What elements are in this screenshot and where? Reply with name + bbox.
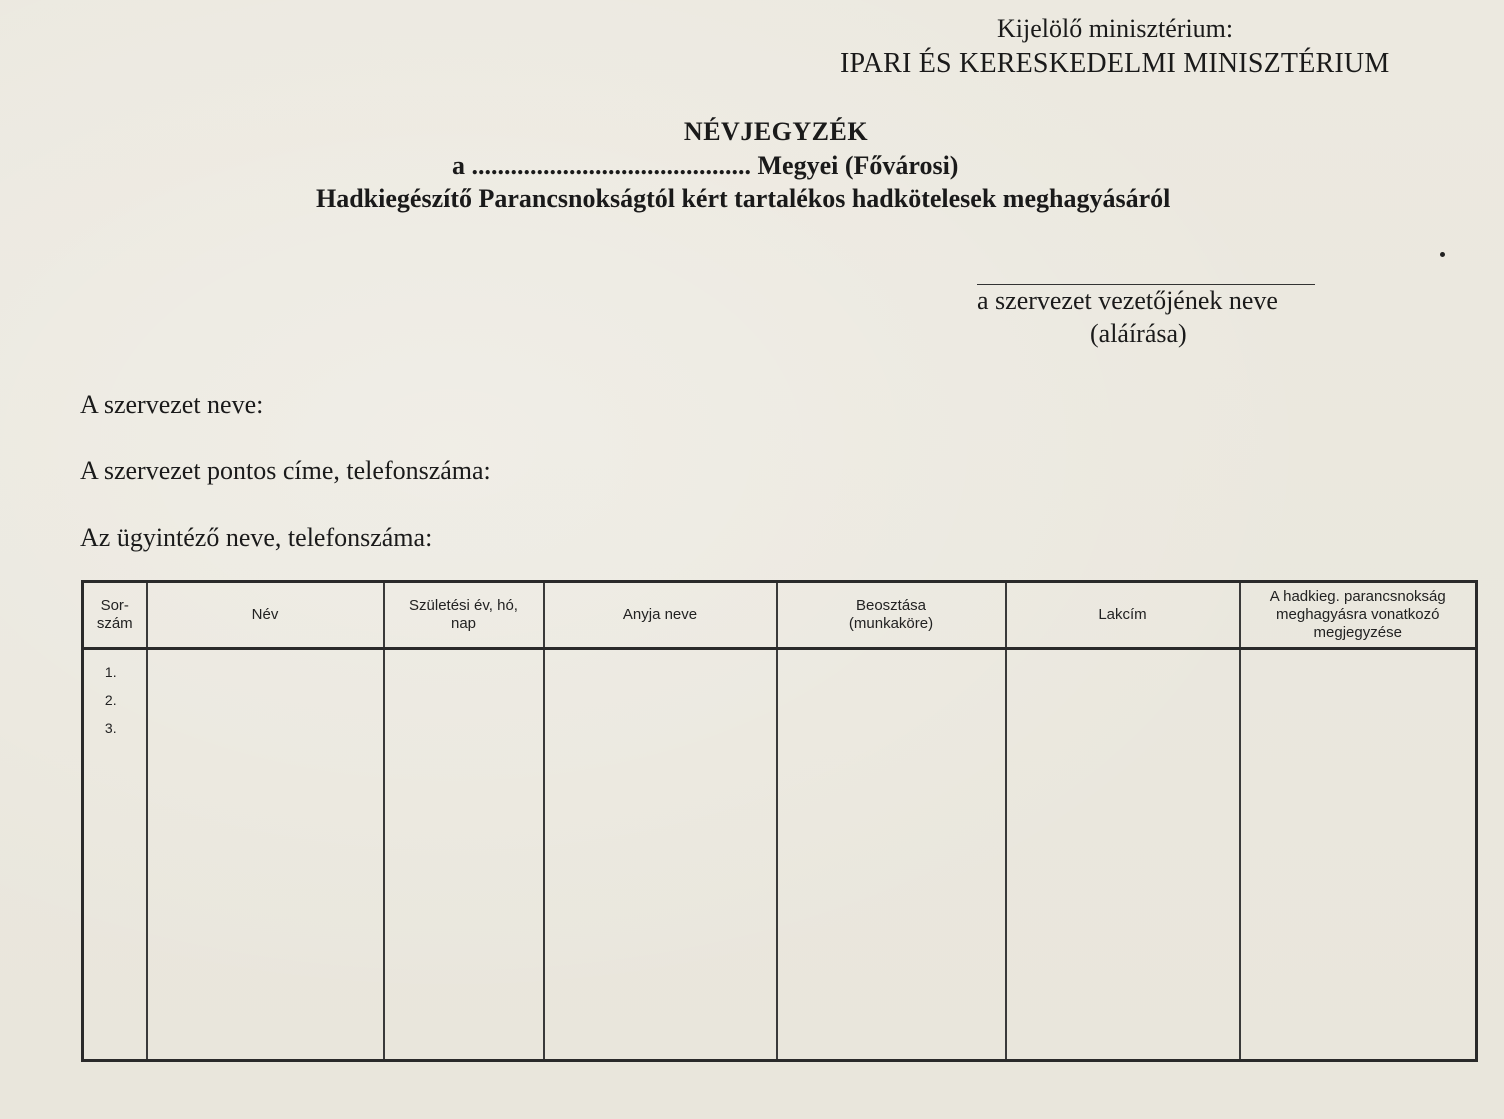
serial-cell <box>83 649 147 1061</box>
col-header-name-text: Név <box>251 606 279 623</box>
table-body-row <box>83 649 1477 1061</box>
org-address-label: A szervezet pontos címe, telefonszáma: <box>80 456 491 485</box>
signature-sublabel: (aláírása) <box>1090 319 1187 348</box>
row-number: 1. <box>104 664 117 680</box>
county-line: a ........................................... Megyei (Fővárosi) <box>452 151 959 180</box>
document-subtitle: Hadkiegészítő Parancsnokságtól kért tartalékos hadkötelesek meghagyásáról <box>316 184 1171 213</box>
col-header-address <box>1006 582 1240 649</box>
name-cell[interactable] <box>147 649 384 1061</box>
col-header-position <box>777 582 1006 649</box>
birth-cell[interactable] <box>384 649 544 1061</box>
col-header-mother <box>544 582 777 649</box>
col-header-remarks-text: A hadkieg. parancsnokság meghagyásra vonatkozó megjegyzése <box>1269 588 1446 641</box>
name-list-table <box>81 580 1478 1062</box>
col-header-name <box>147 582 384 649</box>
ministry-label: Kijelölő minisztérium: <box>997 14 1234 43</box>
col-header-serial-text: Sor- szám <box>96 597 133 632</box>
signature-label: a szervezet vezetőjének neve <box>977 286 1278 315</box>
row-number: 3. <box>104 720 117 736</box>
row-number: 2. <box>104 692 117 708</box>
org-name-label: A szervezet neve: <box>80 390 264 419</box>
col-header-remarks <box>1240 582 1477 649</box>
table-header-row <box>83 582 1477 649</box>
mother-cell[interactable] <box>544 649 777 1061</box>
row-number-list <box>84 650 146 742</box>
col-header-birth-text: Születési év, hó, nap <box>409 597 518 632</box>
address-cell[interactable] <box>1006 649 1240 1061</box>
col-header-mother-text: Anyja neve <box>622 606 698 623</box>
col-header-birth <box>384 582 544 649</box>
position-cell[interactable] <box>777 649 1006 1061</box>
signature-line <box>977 284 1315 285</box>
document-title: NÉVJEGYZÉK <box>683 117 869 146</box>
col-header-serial <box>83 582 147 649</box>
clerk-label: Az ügyintéző neve, telefonszáma: <box>80 523 433 552</box>
ministry-name: IPARI ÉS KERESKEDELMI MINISZTÉRIUM <box>840 48 1390 79</box>
col-header-position-text: Beosztása (munkaköre) <box>848 597 934 632</box>
stray-dot-mark <box>1440 252 1445 257</box>
remarks-cell[interactable] <box>1240 649 1477 1061</box>
col-header-address-text: Lakcím <box>1098 606 1147 623</box>
